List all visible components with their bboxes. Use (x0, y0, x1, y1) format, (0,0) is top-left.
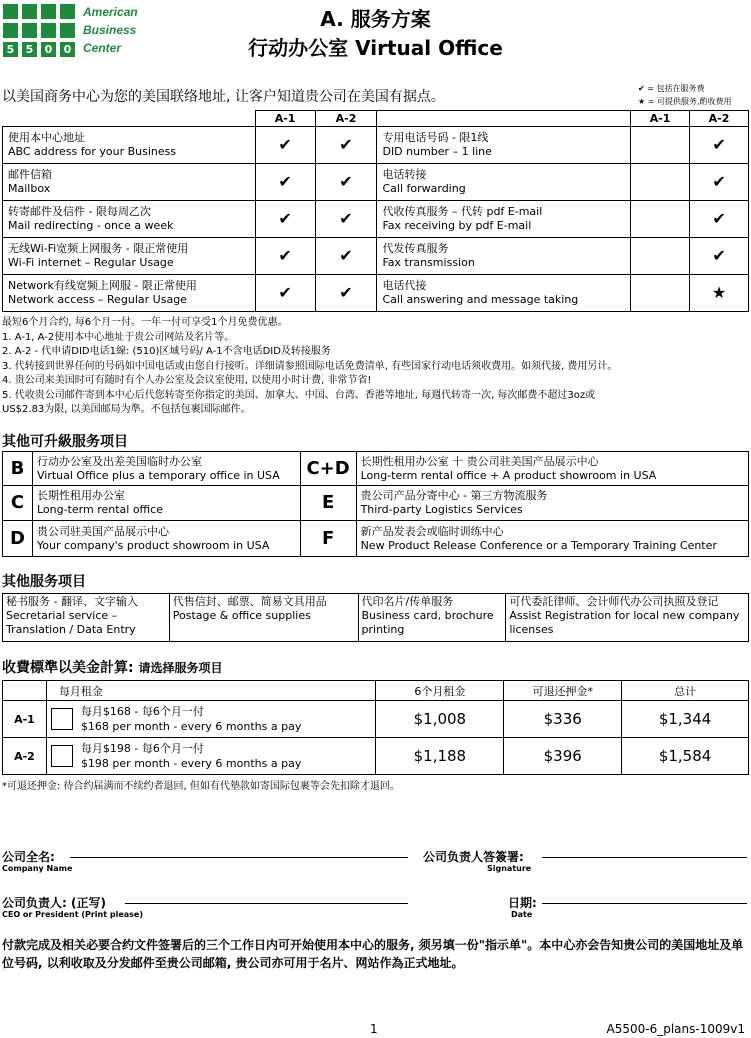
check-mark: ✔ (255, 201, 315, 238)
note-line: 5. 代收贵公司邮件寄到本中心后代您转寄至你指定的美国、加拿大、中国、台湾、香港等地址, 每週代转寄一次, 每次邮费不超过3oz或 (2, 389, 596, 401)
ceo-label: 公司负责人: (正写) (2, 896, 106, 910)
deposit-note: *可退还押金: 待合约届满而不续约者退回, 但如有代墊款如寄国际包裹等会先扣除才退回。 (2, 781, 400, 792)
service-en: Wi-Fi internet – Regular Usage (8, 256, 174, 269)
plan-code: C (3, 486, 33, 521)
page-title: A. 服务方案 (320, 7, 431, 31)
table-row (3, 521, 749, 557)
plan-cn: 贵公司产品分寄中心 - 第三方物流服务 (360, 489, 548, 502)
service-cn: Network有线宽频上网服 - 限正常使用 (8, 279, 197, 292)
service-cn: 邮件信箱 (8, 168, 52, 181)
service-cn: 专用电话号码 - 限1线 (382, 131, 489, 144)
service-en: Call answering and message taking (382, 293, 579, 306)
legend (638, 82, 732, 108)
page-subtitle: 行动办公室 Virtual Office (248, 36, 503, 60)
table-row (3, 201, 749, 238)
check-mark: ✔ (690, 127, 749, 164)
ceo-sublabel: CEO or President (Print please) (2, 910, 143, 919)
plan-a1-checkbox[interactable] (51, 708, 73, 730)
logo-line-1: American (83, 5, 138, 19)
upgrade-table (2, 451, 749, 557)
other-services-table (2, 593, 749, 642)
service-cn: 转寄邮件及信件 - 限每周乙次 (8, 205, 151, 218)
service-en: Fax receiving by pdf E-mail (382, 219, 532, 232)
plan-price-en: $168 per month - every 6 months a pay (80, 720, 302, 733)
fee-header-row (3, 681, 749, 701)
check-mark: ✔ (690, 164, 749, 201)
plan-cn: 行动办公室及出差美国临时办公室 (36, 454, 202, 468)
company-name-field[interactable] (70, 857, 408, 858)
other-en: Business card, brochure (361, 609, 494, 622)
check-mark: ✔ (255, 127, 315, 164)
service-en: Call forwarding (382, 182, 466, 195)
logo-line-2: Business (83, 23, 137, 37)
plan-price-cn: 每月$168 - 每6个月一付 (80, 705, 204, 718)
six-month-amount: $1,188 (376, 738, 504, 775)
note-line: 2. A-2 - 代申请DID电话1線: (510)区域号码/ A-1不含电话DID及转接服务 (2, 346, 331, 357)
logo-number: 5 (22, 42, 37, 57)
plan-cn: 贵公司驻美国产品展示中心 (36, 524, 169, 538)
plan-en: Your company's product showroom in USA (36, 538, 270, 552)
note-line: 4. 贵公司来美国时可有随时有个人办公室及会议室使用, 以使用小时计费, 非常节省! (2, 375, 372, 386)
table-row (3, 127, 749, 164)
company-name-sublabel: Company Name (2, 864, 73, 873)
plan-en: New Product Release Conference or a Temporary Training Center (360, 538, 717, 552)
total-amount: $1,344 (622, 701, 749, 738)
logo-line-3: Center (83, 41, 122, 55)
other-service-cell (169, 594, 358, 642)
service-left (3, 275, 256, 312)
col-a1: A-1 (631, 111, 690, 127)
plan-cn: 长期性租用办公室 (36, 489, 125, 502)
service-cn: 电话转接 (382, 168, 427, 181)
plan-code: B (3, 452, 33, 486)
plan-select-cell (46, 701, 376, 738)
table-row (3, 452, 749, 486)
other-en: Secretarial service – (6, 609, 118, 622)
check-mark: ✔ (315, 127, 377, 164)
legend-optional: ★ = 可提供服务,酌收费用 (638, 97, 732, 106)
plan-desc (32, 521, 300, 557)
service-left (3, 127, 256, 164)
check-mark: ✔ (315, 238, 377, 275)
check-mark: ✔ (255, 164, 315, 201)
plan-code: C+D (300, 452, 356, 486)
plan-code: D (3, 521, 33, 557)
note-line: 3. 代转接到世界任何的号码如中国电话或由您自行接听。详细请参照国际电话免费清单, 有些国家行动电话须收费用。如须代接, 费用另计。 (2, 360, 618, 372)
service-right (377, 164, 631, 201)
check-mark (631, 201, 690, 238)
table-row (3, 275, 749, 312)
plan-en: Virtual Office plus a temporary office in USA (36, 468, 280, 482)
service-en: Mail redirecting - once a week (8, 219, 174, 232)
plan-en: Long-term rental office (36, 503, 164, 516)
fee-table (2, 680, 749, 775)
other-service-cell (506, 594, 749, 642)
fee-blank-header (3, 681, 47, 701)
col-a2: A-2 (315, 111, 377, 127)
document-id: A5500-6_plans-1009v1 (606, 1022, 745, 1036)
date-label: 日期: (508, 896, 537, 910)
plan-label: A-2 (3, 738, 47, 775)
other-services-heading: 其他服务项目 (2, 574, 86, 590)
check-mark: ✔ (690, 238, 749, 275)
fee-col-total: 总计 (622, 681, 749, 701)
fee-heading (2, 657, 223, 677)
plan-a2-checkbox[interactable] (51, 745, 73, 767)
plan-price-en: $198 per month - every 6 months a pay (80, 757, 302, 770)
service-cn: 使用本中心地址 (8, 131, 85, 144)
plan-desc (356, 486, 748, 521)
other-en: Postage & office supplies (172, 609, 311, 622)
deposit-amount: $396 (504, 738, 622, 775)
plan-desc (356, 452, 748, 486)
services-table (2, 110, 749, 312)
other-cn: 代印名片/传单服务 (361, 595, 454, 608)
page-number: 1 (370, 1022, 378, 1036)
service-en: DID number – 1 line (382, 145, 492, 158)
note-line: 最短6个月合约, 每6个月一付。一年一付可享受1个月免费优惠。 (2, 317, 288, 328)
six-month-amount: $1,008 (376, 701, 504, 738)
check-mark: ✔ (315, 164, 377, 201)
service-left (3, 164, 256, 201)
plan-cn: 新产品发表会或临时训练中心 (360, 524, 504, 538)
service-cn: 电话代接 (382, 279, 427, 292)
service-left (3, 238, 256, 275)
service-right (377, 127, 631, 164)
fee-col-six-month: 6个月租金 (376, 681, 504, 701)
company-name-label: 公司全名: (2, 850, 55, 864)
service-en: Network access – Regular Usage (8, 293, 187, 306)
fee-subheading: 请选择服务项目 (138, 661, 223, 675)
plan-desc (356, 521, 748, 557)
col-a1: A-1 (255, 111, 315, 127)
other-en: printing (361, 623, 405, 636)
signature-sublabel: Signature (487, 864, 532, 873)
check-mark (631, 164, 690, 201)
footer-terms: 付款完成及相关必要合约文件签署后的三个工作日内可开始使用本中心的服务, 须另填一份"指示单"。本中心亦会告知贵公司的美国地址及单位号码, 以利收取及分发邮件至贵公司邮箱, 贵公司亦可用于名片、网站作為正式地址。 (2, 938, 744, 970)
plan-en: Long-term rental office + A product showroom in USA (360, 468, 657, 482)
signature-label: 公司负责人答簽署: (423, 850, 524, 864)
services-header-row (3, 111, 749, 127)
service-left (3, 201, 256, 238)
date-sublabel: Date (511, 910, 533, 919)
plan-code: E (300, 486, 356, 521)
plan-select-cell (46, 738, 376, 775)
service-right (377, 201, 631, 238)
ceo-name-field[interactable] (125, 903, 408, 904)
date-field[interactable] (542, 903, 747, 904)
table-row (3, 164, 749, 201)
plan-label: A-1 (3, 701, 47, 738)
service-right (377, 238, 631, 275)
other-en: Translation / Data Entry (6, 623, 136, 636)
check-mark: ✔ (255, 275, 315, 312)
check-mark: ✔ (315, 275, 377, 312)
plan-price-cn: 每月$198 - 每6个月一付 (80, 742, 204, 755)
service-right (377, 275, 631, 312)
service-cn: 代收传真服务 – 代转 pdf E-mail (382, 205, 543, 218)
table-row (3, 486, 749, 521)
check-mark: ✔ (255, 238, 315, 275)
plan-desc (32, 452, 300, 486)
check-mark: ✔ (315, 201, 377, 238)
signature-field[interactable] (542, 857, 747, 858)
other-service-cell (358, 594, 506, 642)
other-en: licenses (509, 623, 554, 636)
check-mark (631, 127, 690, 164)
logo-number: 0 (41, 42, 56, 57)
service-en: ABC address for your Business (8, 145, 177, 158)
star-mark: ★ (690, 275, 749, 312)
table-row (3, 701, 749, 738)
other-cn: 秘书服务 - 翻译、文字输入 (6, 595, 138, 608)
note-line: US$2.83为限, 以美国邮局为準。不包括包裹国际邮件。 (2, 404, 251, 415)
other-service-cell (3, 594, 170, 642)
service-en: Mailbox (8, 182, 51, 195)
upgrade-heading: 其他可升級服务项目 (2, 434, 128, 450)
plan-desc (32, 486, 300, 521)
other-cn: 可代委託律师、会计师代办公司执照及登记 (509, 595, 719, 608)
plan-cn: 长期性租用办公室 十 贵公司驻美国产品展示中心 (360, 454, 599, 468)
total-amount: $1,584 (622, 738, 749, 775)
table-row (3, 738, 749, 775)
blank-header (3, 111, 256, 127)
check-mark: ✔ (690, 201, 749, 238)
note-line: 1. A-1, A-2使用本中心地址于贵公司网站及名片等。 (2, 331, 235, 343)
fee-col-deposit: 可退还押金* (504, 681, 622, 701)
service-cn: 代发传真服务 (382, 242, 449, 255)
deposit-amount: $336 (504, 701, 622, 738)
blank-header (377, 111, 631, 127)
other-cn: 代售信封、邮票、简易文具用品 (172, 595, 327, 608)
service-cn: 无线Wi-Fi宽频上网服务 - 限正常使用 (8, 242, 189, 255)
logo-number: 5 (3, 42, 18, 57)
plan-code: F (300, 521, 356, 557)
service-notes (2, 316, 747, 418)
other-en: Assist Registration for local new company (509, 609, 740, 622)
col-a2: A-2 (690, 111, 749, 127)
table-row (3, 594, 749, 642)
fee-heading-text: 收費標準以美金計算: (2, 660, 134, 676)
logo-number: 0 (60, 42, 75, 57)
fee-col-monthly: 每月租金 (46, 681, 376, 701)
service-en: Fax transmission (382, 256, 475, 269)
table-row (3, 238, 749, 275)
check-mark (631, 275, 690, 312)
intro-text: 以美国商务中心为您的美国联络地址, 让客户知道贵公司在美国有据点。 (2, 89, 445, 105)
check-mark (631, 238, 690, 275)
plan-en: Third-party Logistics Services (360, 503, 523, 516)
legend-included: ✔ = 包括在服务费 (638, 84, 705, 93)
